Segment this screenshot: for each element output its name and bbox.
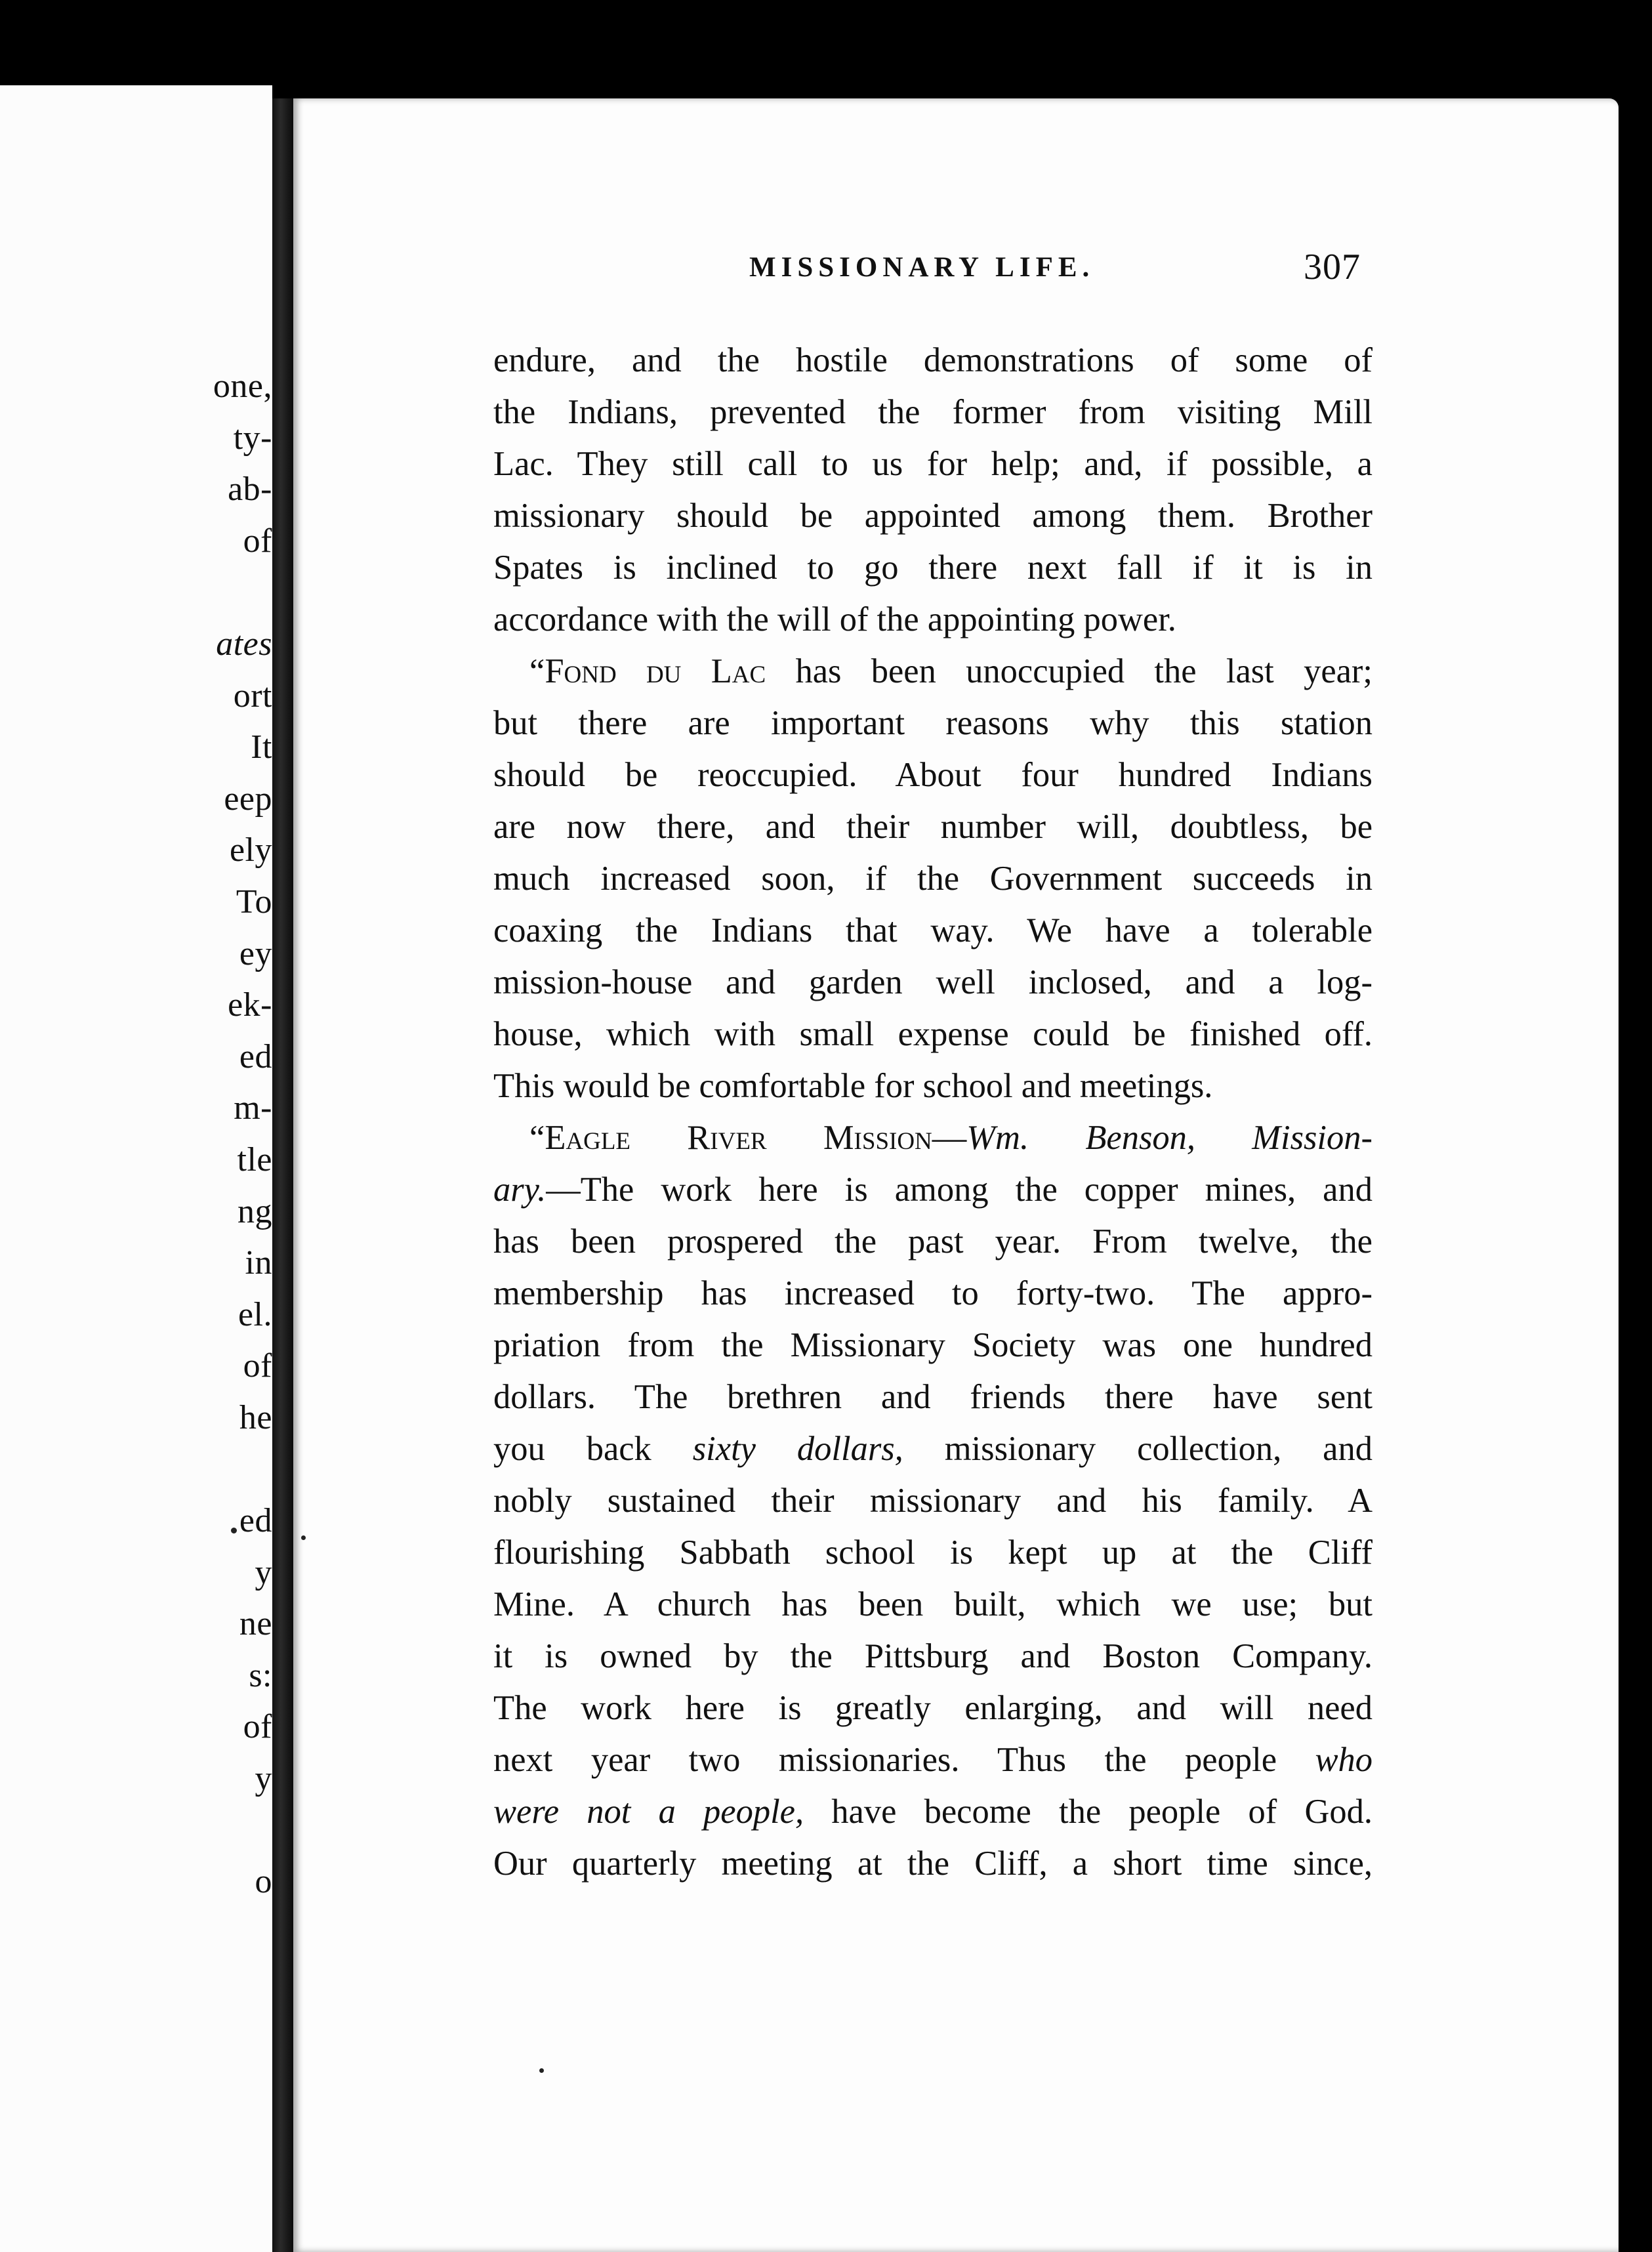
italic-fragment: were not a people, [493,1793,804,1831]
text-line: dollars. The brethren and friends there have sent [493,1378,1373,1416]
running-title: MISSIONARY LIFE. [749,252,1095,283]
previous-page-fragment-line: ely [229,831,272,869]
previous-page-fragment-line: ek- [228,986,272,1024]
text-fragment: you back [493,1430,693,1468]
page-number: 307 [1304,247,1361,287]
text-line [493,1164,1373,1216]
previous-page-fragment-line: in [245,1244,272,1282]
text-line: Lac. They still call to us for help; and, if possible, a [493,445,1373,483]
italic-fragment: who [1315,1741,1373,1779]
text-line: should be reoccupied. About four hundred Indians [493,756,1373,794]
previous-page-text-fragments [167,361,272,1908]
text-line: flourishing Sabbath school is kept up at the Cliff [493,1533,1373,1572]
previous-page-fragment-line: ates [216,625,272,663]
previous-page-fragment-line: o [255,1863,272,1901]
text-line: are now there, and their number will, doubtless, be [493,808,1373,846]
text-line: mission-house and garden well inclosed, and a log- [493,963,1373,1001]
previous-page-fragment-line: el. [237,1295,272,1333]
book-page [293,98,1619,2252]
text-line: Mine. A church has been built, which we use; but [493,1585,1373,1623]
scan-speck [231,1528,237,1533]
previous-page-fragment-line: of [243,1347,272,1385]
station-name: Eagle River Mission [545,1119,932,1157]
previous-page-fragment-line: ed [239,1037,272,1075]
previous-page-fragment-line: of [243,522,272,560]
paragraph-fond-du-lac-first-line [493,646,1373,698]
previous-page-fragment-line: eep [224,780,272,818]
text-fragment: missionary collection, and [903,1430,1373,1468]
open-quote: “ [529,1119,545,1157]
text-line [493,1734,1373,1786]
missionary-name: Wm. Benson, Mission- [966,1119,1373,1157]
previous-page-fragment-line: of [243,1708,272,1746]
text-line: it is owned by the Pittsburg and Boston Company. [493,1637,1373,1675]
text-line [493,1423,1373,1475]
previous-page-fragment-line: ne [239,1605,272,1643]
text-line: Spates is inclined to go there next fall if it is in [493,549,1373,587]
text-line: coaxing the Indians that way. We have a tolerable [493,911,1373,949]
italic-fragment: sixty dollars, [692,1430,903,1468]
text-fragment: next year two missionaries. Thus the people [493,1741,1315,1779]
text-fragment: has been unoccupied the last year; [766,652,1373,690]
text-line: Our quarterly meeting at the Cliff, a short time since, [493,1845,1373,1883]
text-line: house, which with small expense could be finished off. [493,1015,1373,1053]
previous-page-fragment-line: he [239,1398,272,1436]
text-line: has been prospered the past year. From twelve, the [493,1222,1373,1261]
previous-page-fragment-line: ab- [228,470,272,509]
text-line: much increased soon, if the Government succeeds in [493,860,1373,898]
paragraph-eagle-river-first-line [493,1112,1373,1164]
text-line: The work here is greatly enlarging, and will need [493,1689,1373,1727]
text-line: nobly sustained their missionary and his family. A [493,1482,1373,1520]
previous-page-fragment-line: ty- [233,419,272,457]
previous-page-fragment [0,85,272,2252]
text-line: This would be comfortable for school and meetings. [493,1067,1213,1105]
previous-page-fragment-line: To [236,883,272,921]
scan-speck [539,2068,544,2073]
previous-page-fragment-line: It [251,728,272,766]
text-line: endure, and the hostile demonstrations of some of [493,341,1373,379]
text-line: missionary should be appointed among them. Brother [493,497,1373,535]
page-body [493,335,1373,1890]
previous-page-fragment-line: y [255,1760,272,1798]
text-line: but there are important reasons why this station [493,704,1373,742]
text-line: accordance with the will of the appointing power. [493,600,1176,638]
em-dash: — [932,1119,967,1157]
text-line: priation from the Missionary Society was one hundred [493,1326,1373,1364]
previous-page-fragment-line: ort [233,677,272,715]
station-name: Fond du Lac [545,652,766,690]
italic-fragment: ary. [493,1171,547,1209]
text-fragment: —The work here is among the copper mines, and [546,1171,1373,1209]
running-head [293,246,1619,292]
previous-page-fragment-line: one, [213,367,272,405]
scan-speck [301,1535,306,1540]
previous-page-fragment-line: ed [239,1502,272,1540]
text-line [493,1786,1373,1838]
book-gutter [272,98,293,2252]
previous-page-fragment-line: ey [239,934,272,972]
open-quote: “ [529,652,545,690]
previous-page-fragment-line: ng [237,1192,272,1230]
text-line: membership has increased to forty-two. The appro- [493,1274,1373,1312]
previous-page-fragment-line: m- [234,1089,272,1127]
previous-page-fragment-line: y [255,1553,272,1591]
previous-page-fragment-line: tle [237,1140,272,1178]
text-fragment: have become the people of God. [804,1793,1373,1831]
text-line: the Indians, prevented the former from visiting Mill [493,393,1373,431]
previous-page-fragment-line: s: [249,1656,272,1694]
